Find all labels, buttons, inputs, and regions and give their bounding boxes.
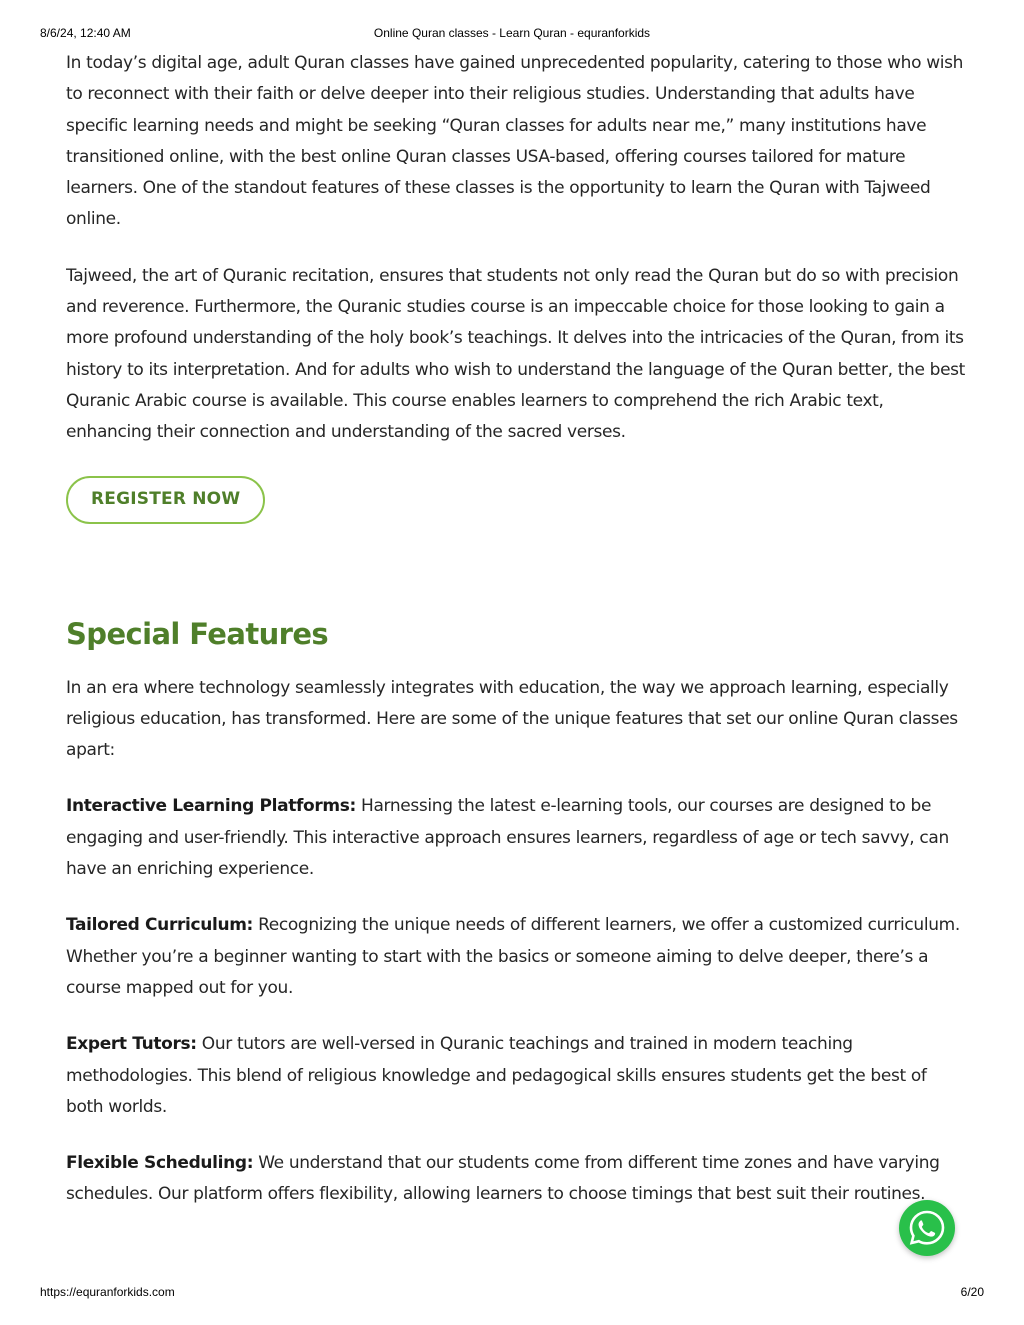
feature-interactive-learning [66, 791, 966, 885]
section-title-special-features: Special Features [66, 616, 329, 651]
register-now-button[interactable]: REGISTER NOW [66, 476, 265, 524]
feature-label: Interactive Learning Platforms: [66, 796, 356, 817]
feature-label: Tailored Curriculum: [66, 915, 254, 936]
print-page-title: Online Quran classes - Learn Quran - equranforkids [373, 26, 651, 40]
feature-tailored-curriculum [66, 910, 966, 1004]
whatsapp-chat-button[interactable] [899, 1200, 955, 1256]
print-url: https://equranforkids.com [40, 1285, 175, 1299]
intro-paragraph-2: Tajweed, the art of Quranic recitation, ensures that students not only read the Quran but do so with precision and reverence. Furthermore, the Quranic studies course is an impeccable choice for those looking to gain a more profound understanding of the holy book’s teachings. It delves into the intricacies of the Quran, from its history to its interpretation. And for adults who wish to understand the language of the Quran better, the best Quranic Arabic course is available. This course enables learners to comprehend the rich Arabic text, enhancing their connection and understanding of the sacred verses. [66, 265, 965, 443]
feature-label: Expert Tutors: [66, 1034, 197, 1055]
feature-flexible-scheduling [66, 1148, 966, 1211]
feature-text: Recognizing the unique needs of different learners, we offer a customized curriculum. Whether you’re a beginner wanting to start with the basics or someone aiming to delve deeper, there’s a course mapped out for you. [66, 915, 960, 998]
intro-paragraph-1: In today’s digital age, adult Quran classes have gained unprecedented popularity, catering to those who wish to reconnect with their faith or delve deeper into their religious studies. Understanding that adults have specific learning needs and might be seeking “Quran classes for adults near me,” many institutions have transitioned online, with the best online Quran classes USA-based, offering courses tailored for mature learners. One of the standout features of these classes is the opportunity to learn the Quran with Tajweed online. [66, 53, 964, 230]
article-content [66, 48, 966, 1216]
feature-text: Harnessing the latest e-learning tools, our courses are designed to be engaging and user-friendly. This interactive approach ensures learners, regardless of age or tech savvy, can have an enriching experience. [66, 796, 949, 880]
print-page-number: 6/20 [960, 1285, 984, 1299]
feature-text: Our tutors are well-versed in Quranic teachings and trained in modern teaching methodologies. This blend of religious knowledge and pedagogical skills ensures students get the best of both worlds. [66, 1034, 927, 1117]
special-features-intro: In an era where technology seamlessly integrates with education, the way we approach learning, especially religious education, has transformed. Here are some of the unique features that set our online Quran classes apart: [66, 677, 958, 761]
print-date: 8/6/24, 12:40 AM [40, 26, 131, 40]
whatsapp-icon [907, 1208, 947, 1248]
feature-text: We understand that our students come from different time zones and have varying schedules. Our platform offers flexibility, allowing learners to choose timings that best suit their routines. [66, 1153, 940, 1205]
print-header [40, 26, 984, 42]
feature-label: Flexible Scheduling: [66, 1153, 254, 1174]
feature-expert-tutors [66, 1029, 966, 1123]
print-footer [40, 1285, 984, 1301]
